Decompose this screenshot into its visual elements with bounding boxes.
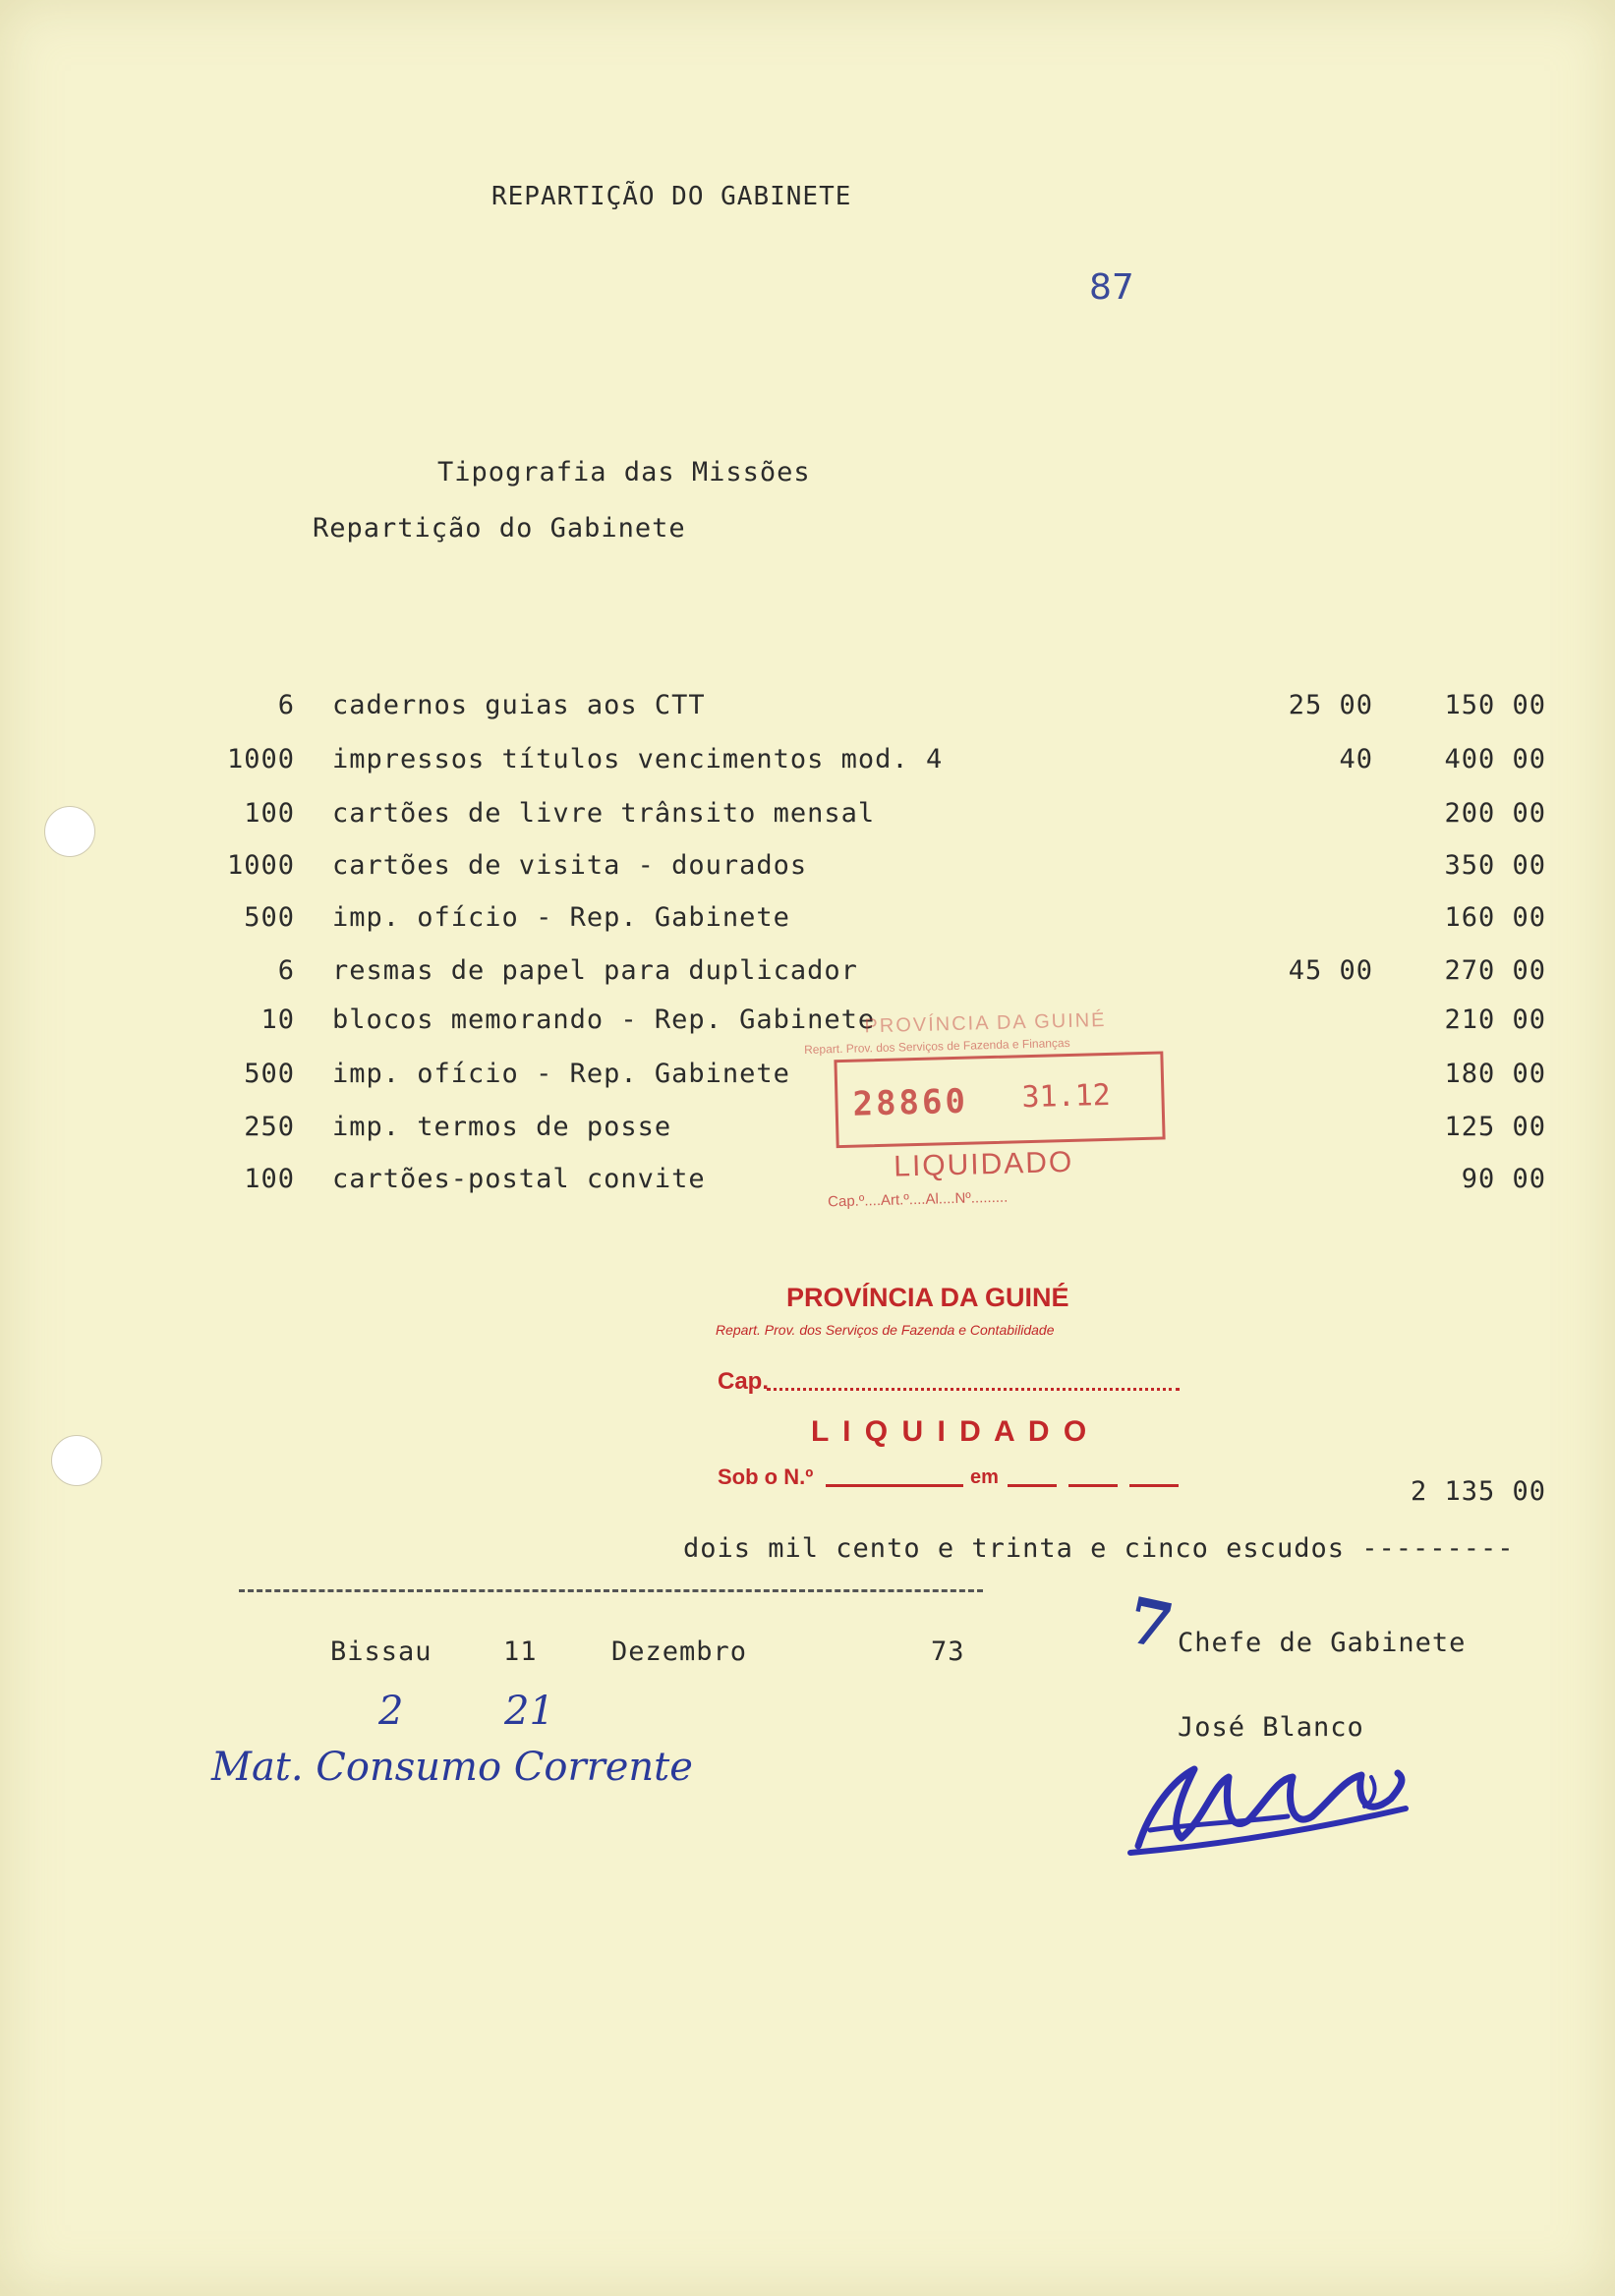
handwritten-code-1: 2 xyxy=(378,1689,404,1734)
item-total: 90 00 xyxy=(1461,1164,1546,1194)
item-total: 125 00 xyxy=(1444,1112,1546,1142)
stamp-date-line-2 xyxy=(1068,1484,1118,1487)
item-total: 180 00 xyxy=(1444,1059,1546,1089)
document-header: REPARTIÇÃO DO GABINETE xyxy=(491,182,852,211)
item-qty: 500 xyxy=(244,1059,295,1089)
item-qty: 100 xyxy=(244,798,295,829)
item-total: 400 00 xyxy=(1444,744,1546,775)
item-qty: 500 xyxy=(244,902,295,933)
item-total: 270 00 xyxy=(1444,955,1546,986)
item-unit-price: 25 00 xyxy=(1288,690,1373,720)
stamp-date: 31.12 xyxy=(1021,1077,1112,1116)
item-total: 150 00 xyxy=(1444,690,1546,720)
date-city: Bissau xyxy=(330,1636,433,1667)
stamp-subtitle: Repart. Prov. dos Serviços de Fazenda e Contabilidade xyxy=(716,1322,1055,1338)
item-desc: cartões de visita - dourados xyxy=(332,850,808,881)
item-qty: 250 xyxy=(244,1112,295,1142)
separator-line xyxy=(239,1589,983,1592)
department-name: Repartição do Gabinete xyxy=(313,513,686,544)
stamp-footer: Cap.º....Art.º....Al....Nº......... xyxy=(827,1188,1009,1211)
stamp-date-line-3 xyxy=(1129,1484,1179,1487)
stamp-status: LIQUIDADO xyxy=(893,1145,1074,1183)
stamp-title: PROVÍNCIA DA GUINÉ xyxy=(786,1283,1069,1312)
handwritten-initial: 7 xyxy=(1121,1583,1180,1665)
item-total: 210 00 xyxy=(1444,1004,1546,1035)
item-total: 160 00 xyxy=(1444,902,1546,933)
stamp-em-label: em xyxy=(970,1466,999,1488)
handwritten-note: Mat. Consumo Corrente xyxy=(211,1745,693,1790)
item-desc: cartões-postal convite xyxy=(332,1164,706,1194)
signatory-role: Chefe de Gabinete xyxy=(1178,1628,1467,1658)
item-unit-price: 40 xyxy=(1339,744,1373,775)
punch-hole-bottom xyxy=(51,1435,102,1486)
item-desc: imp. ofício - Rep. Gabinete xyxy=(332,1059,790,1089)
item-unit-price: 45 00 xyxy=(1288,955,1373,986)
item-total: 200 00 xyxy=(1444,798,1546,829)
item-row xyxy=(0,850,1615,890)
stamp-subtitle: Repart. Prov. dos Serviços de Fazenda e Finanças xyxy=(803,1035,1070,1057)
item-qty: 6 xyxy=(277,955,295,986)
item-qty: 1000 xyxy=(226,744,295,775)
blue-signature xyxy=(1121,1740,1415,1867)
date-year: 73 xyxy=(931,1636,965,1667)
item-qty: 10 xyxy=(260,1004,295,1035)
handwritten-code-2: 21 xyxy=(504,1689,554,1734)
item-row xyxy=(0,902,1615,942)
liquidado-stamp-large xyxy=(713,1278,1184,1499)
supplier-name: Tipografia das Missões xyxy=(437,457,811,488)
item-desc: blocos memorando - Rep. Gabinete xyxy=(332,1004,876,1035)
amount-in-words: dois mil cento e trinta e cinco escudos --------- xyxy=(683,1533,1515,1564)
stamp-status: L I Q U I D A D O xyxy=(811,1415,1090,1448)
item-desc: imp. termos de posse xyxy=(332,1112,672,1142)
stamp-cap-label: Cap. xyxy=(718,1368,770,1395)
item-qty: 6 xyxy=(277,690,295,720)
item-desc: impressos títulos vencimentos mod. 4 xyxy=(332,744,944,775)
stamp-number: 28860 xyxy=(852,1081,969,1124)
page-number: 87 xyxy=(1089,267,1134,308)
stamp-title: PROVÍNCIA DA GUINÉ xyxy=(864,1008,1107,1038)
item-desc: cartões de livre trânsito mensal xyxy=(332,798,876,829)
item-row xyxy=(0,955,1615,995)
item-desc: cadernos guias aos CTT xyxy=(332,690,706,720)
item-desc: resmas de papel para duplicador xyxy=(332,955,858,986)
item-qty: 100 xyxy=(244,1164,295,1194)
item-row xyxy=(0,744,1615,783)
item-total: 350 00 xyxy=(1444,850,1546,881)
liquidado-stamp-small xyxy=(803,1007,1182,1229)
stamp-sob-label: Sob o N.º xyxy=(718,1464,814,1489)
signatory-name: José Blanco xyxy=(1178,1712,1364,1743)
item-desc: imp. ofício - Rep. Gabinete xyxy=(332,902,790,933)
item-row xyxy=(0,690,1615,729)
stamp-cap-line xyxy=(767,1388,1180,1391)
date-day: 11 xyxy=(503,1636,538,1667)
date-month: Dezembro xyxy=(611,1636,748,1667)
stamp-date-line-1 xyxy=(1008,1484,1057,1487)
grand-total: 2 135 00 xyxy=(1410,1476,1546,1507)
item-row xyxy=(0,798,1615,837)
item-qty: 1000 xyxy=(226,850,295,881)
stamp-sob-line xyxy=(826,1484,963,1487)
